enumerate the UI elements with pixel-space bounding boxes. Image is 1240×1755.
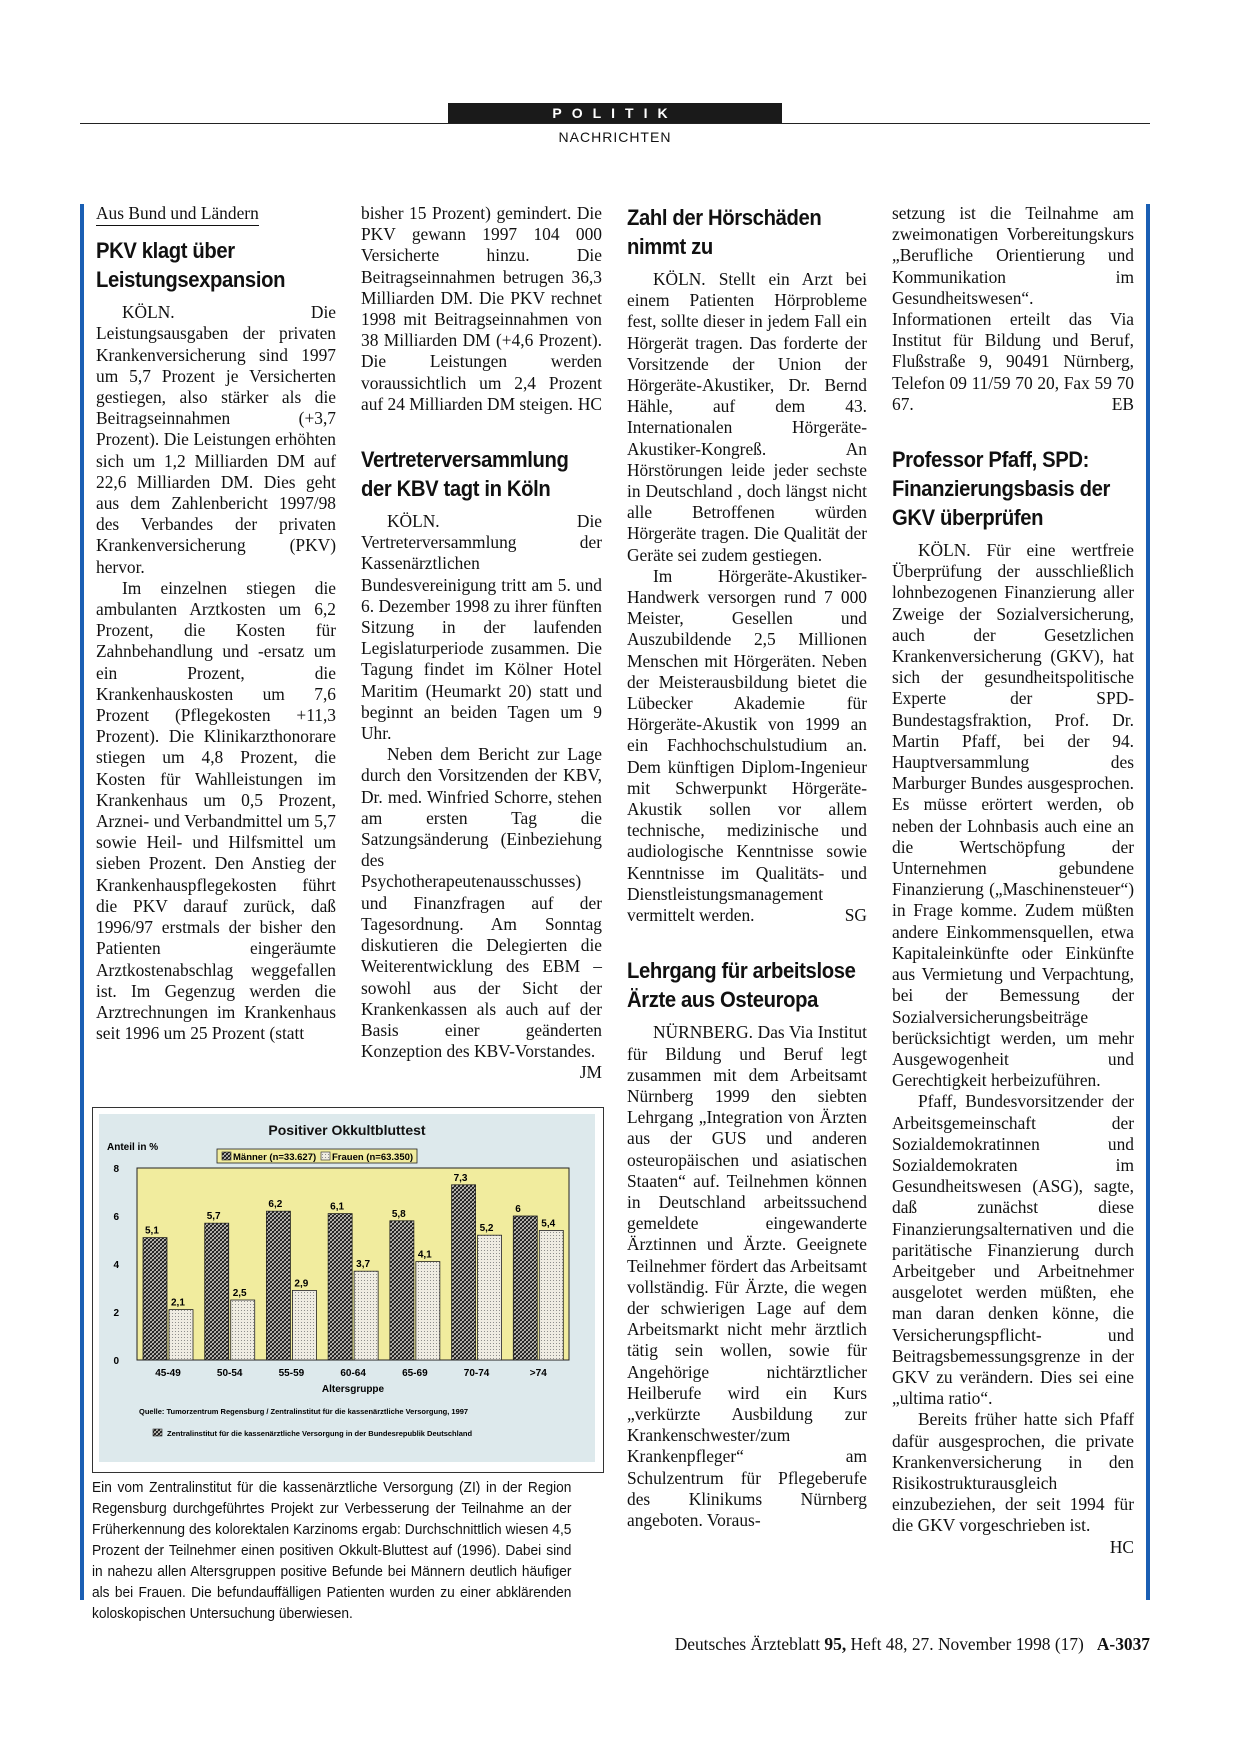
x-tick-label: 65-69 [402,1368,428,1379]
data-label: 5,7 [206,1211,221,1223]
section-label: POLITIK [448,103,782,123]
y-tick-label: 8 [113,1164,119,1175]
y-axis-label: Anteil in % [107,1142,159,1153]
plot-area [137,1168,569,1360]
column-1 [96,203,336,1044]
subsection-label: NACHRICHTEN [558,129,672,145]
figure-caption: Ein vom Zentralinstitut für die kassenärztliche Versorgung (ZI) in der Region Regensburg durchgeführtes Projekt zur Verbesserung der Teilnahme an der Früherkennung des kolorektalen Karzinoms ergab: Durchschnittlich wiesen 4,5 Prozent der Teilnehmer einen positiven Okkult-Bluttest auf (1996). Dabei sind in nahezu allen Altersgruppen positive Befunde bei Männern deutlich häufiger als bei Frauen. Die befundauffälligen Patienten wurden zu einer abklärenden koloskopischen Untersuchung überwiesen. [92,1480,572,1622]
headline-pfaff: Professor Pfaff, SPD: Finanzierungsbasis der GKV überprüfen [892,447,1110,531]
bar-frauen [539,1230,563,1360]
data-label: 2,5 [232,1288,247,1299]
article-paragraph: setzung ist die Teilnahme am zweimonatigen Vorbereitungskurs „Berufliche Orientierung und Kommunikation im Gesundheitswesen“. Informationen erteilt das Via Institut für Bildung und Beruf, Flußstraße 9, 90491 Nürnberg, Telefon 09 11/59 70 20, Fax 59 70 67. EB [892,203,1134,414]
x-tick-label: 70-74 [463,1368,490,1379]
column-2 [361,203,602,1084]
bar-frauen [354,1271,378,1360]
article-paragraph: Neben dem Bericht zur Lage durch den Vorsitzenden der KBV, Dr. med. Winfried Schorre, stehen am ersten Tag die Satzungsänderung (Einbeziehung des Psychotherapeutenausschusses) und Finanzfragen auf der Tagesordnung. Am Sonntag diskutieren die Delegierten die Weiterentwicklung des EBM – sowohl aus der Sicht der Krankenkassen als auch auf der Basis einer geänderten Konzeption des KBV-Vorstandes. JM [361,744,602,1083]
y-tick-label: 6 [113,1212,119,1223]
data-label: 6,1 [330,1201,345,1213]
author-signature: HC [1109,1536,1134,1557]
issue-info: Heft 48, 27. November 1998 (17) [850,1634,1084,1654]
header-rule [80,123,1150,124]
credit-logo-icon [153,1429,162,1436]
data-label: 5,8 [391,1208,406,1220]
article-paragraph: KÖLN. Für eine wertfreie Überprüfung der ausschließlich lohnbezogenen Finanzierung aller Zweige der Sozialversicherung, auch der Gesetzlichen Krankenversicherung (GKV), hat sich der gesundheitspolitische Experte der SPD-Bundestagsfraktion, Prof. Dr. Martin Pfaff, bei der 94. Hauptversammlung des Marburger Bundes ausgesprochen. Es müsse erörtert werden, ob neben der Lohnbasis auch eine an die Wertschöpfung der Unternehmen gebundene Finanzierung („Maschinensteuer“) in Frage komme. Zudem müßten andere Einkommensquellen, etwa Kapitaleinkünfte oder Einkünfte aus Vermietung und Verpachtung, bei der Bemessung der Sozialversicherungsbeiträge berücksichtigt werden, um mehr Ausgewogenheit und Gerechtigkeit herbeizuführen. [892,540,1134,1091]
x-tick-label: 60-64 [340,1368,366,1379]
y-tick-label: 2 [113,1308,119,1319]
headline-lehrgang: Lehrgang für arbeitslose Ärzte aus Osteuropa [627,958,856,1013]
journal-volume: 95, [824,1634,847,1654]
x-tick-label: 50-54 [216,1368,243,1379]
article-paragraph: KÖLN. Stellt ein Arzt bei einem Patienten Hörprobleme fest, sollte dieser in jedem Fall ein Hörgerät tragen. Das forderte der Vorsitzende der Union der Hörgeräte-Akustiker, Dr. Bernd Hähle, auf dem 43. Internationalen Hörgeräte-Akustiker-Kongreß. An Hörstörungen leide jeder sechste in Deutschland , doch längst nicht alle Betroffenen würden Hörgeräte tragen. Die Qualität der Geräte sei zudem gestiegen. [627,269,867,565]
data-label: 4,1 [417,1249,432,1261]
x-tick-label: >74 [529,1368,547,1379]
right-accent-bar [1146,204,1150,1600]
data-label: 2,1 [171,1297,185,1309]
author-signature: JM [579,1062,602,1083]
chart-title: Positiver Okkultbluttest [268,1122,426,1138]
article-paragraph: bisher 15 Prozent) gemindert. Die PKV gewann 1997 104 000 Versicherte hinzu. Die Beitragseinnahmen betrugen 36,3 Milliarden DM. Die PKV rechnet 1998 mit Beitragseinnahmen von 38 Milliarden DM (+4,6 Prozent). Die Leistungen werden voraussichtlich um 2,4 Prozent auf 24 Milliarden DM steigen. HC [361,203,602,414]
rubric: Aus Bund und Ländern [96,203,259,226]
legend-swatch-frauen [321,1152,330,1160]
page-number: A-3037 [1096,1634,1150,1654]
article-paragraph: Bereits früher hatte sich Pfaff dafür ausgesprochen, die private Krankenversicherung in den Risikostrukturausgleich einzubeziehen, der seit 1994 für die GKV vorgeschrieben ist. HC [892,1409,1134,1557]
bar-maenner [452,1185,476,1360]
article-paragraph: Pfaff, Bundesvorsitzender der Arbeitsgemeinschaft der Sozialdemokratinnen und Sozialdemokraten im Gesundheitswesen (ASG), sagte, daß zunächst diese Finanzierungsalternativen und die paritätische Finanzierung durch Arbeitgeber und Arbeitnehmer ausgelotet werden müßten, ehe man daran denken könne, die Versicherungspflicht- und Beitragsbemessungsgrenze in der GKV zu verändern. Dies sei eine „ultima ratio“. [892,1091,1134,1409]
bar-maenner [266,1211,290,1360]
article-paragraph: NÜRNBERG. Das Via Institut für Bildung und Beruf legt zusammen mit dem Arbeitsamt Nürnberg 1999 den siebten Lehrgang „Integration von Ärzten aus der GUS und anderen osteuropäischen und asiatischen Staaten“ auf. Teilnehmen können in Deutschland arbeitssuchend gemeldete eingewanderte Ärztinnen und Ärzte. Geeignete Teilnehmer fördert das Arbeitsamt vollständig. Für Ärzte, die wegen der schwierigen Lage auf dem Arbeitsmarkt nicht mehr ärztlich tätig sein wollen, sowie für Angehörige nichtärztlicher Heilberufe wird ein Kurs „verkürzte Ausbildung zur Krankenschwester/zum Krankenpfleger“ am Schulzentrum für Pflegeberufe des Klinikums Nürnberg angeboten. Voraus- [627,1022,867,1530]
bar-frauen [231,1300,255,1360]
author-signature: HC [577,393,602,414]
legend-swatch-maenner [222,1152,231,1160]
x-axis-label: Altersgruppe [321,1384,385,1395]
data-label: 5,1 [145,1225,159,1237]
bar-maenner [328,1214,352,1360]
headline-pkv: PKV klagt über Leistungsexpansion [96,238,286,293]
data-label: 6,2 [268,1199,283,1211]
bar-maenner [513,1216,537,1360]
data-label: 7,3 [453,1172,468,1184]
bar-frauen [416,1262,440,1360]
article-paragraph: Im einzelnen stiegen die ambulanten Arztkosten um 6,2 Prozent, die Kosten für Zahnbehandlung und -ersatz um ein Prozent, die Krankenhauskosten um 7,6 Prozent (Pflegekosten +11,3 Prozent). Die Klinikarzthonorare stiegen um 4,8 Prozent, die Kosten für Wahlleistungen im Krankenhaus um 0,5 Prozent, Arznei- und Verbandmittel um 5,7 sowie Heil- und Hilfsmittel um sieben Prozent. Den Anstieg der Krankenhauspflegekosten führt die PKV darauf zurück, daß 1996/97 erstmals der bisher den Patienten eingeräumte Arztkostenabschlag weggefallen ist. Im Gegenzug werden die Arztrechnungen im Krankenhaus seit 1996 um 25 Prozent (statt [96,577,336,1044]
bar-frauen [169,1310,193,1360]
y-tick-label: 4 [113,1260,119,1271]
data-label: 3,7 [356,1259,371,1271]
author-signature: SG [844,905,867,926]
data-label: 2,9 [294,1278,309,1290]
chart-background [99,1114,595,1462]
chart-source: Quelle: Tumorzentrum Regensburg / Zentralinstitut für die kassenärztliche Versorgung, 1997 [139,1407,469,1416]
column-4 [892,203,1134,1558]
bar-frauen [478,1235,502,1360]
bar-chart [99,1114,595,1462]
headline-hoerschaeden: Zahl der Hörschäden nimmt zu [627,205,822,259]
chart-figure [92,1107,604,1473]
chart-credit: Zentralinstitut für die kassenärztliche Versorgung in der Bundesrepublik Deutschland [167,1429,473,1438]
column-3 [627,203,867,1531]
x-tick-label: 55-59 [278,1368,305,1379]
x-tick-label: 45-49 [155,1368,181,1379]
left-accent-bar [80,204,84,1600]
article-paragraph: KÖLN. Die Vertreterversammlung der Kassenärztlichen Bundesvereinigung tritt am 5. und 6. Dezember 1998 zu ihrer fünften Sitzung in der laufenden Legislaturperiode zusammen. Die Tagung findet im Kölner Hotel Maritim (Heumarkt 20) statt und beginnt an beiden Tagen um 9 Uhr. [361,511,602,744]
article-paragraph: Im Hörgeräte-Akustiker-Handwerk versorgen rund 7 000 Meister, Gesellen und Auszubildende 2,5 Millionen Menschen mit Hörgeräten. Neben der Meisterausbildung bietet die Lübecker Akademie für Hörgeräte-Akustik von 1999 an ein Fachhochschulstudium an. Dem künftigen Diplom-Ingenieur mit Schwerpunkt Hörgeräte-Akustik sollen vor allem technische, medizinische und audiologische Kenntnisse sowie Kenntnisse im Qualitäts- und Dienstleistungsmanagement vermittelt werden. SG [627,565,867,926]
data-label: 5,4 [541,1218,556,1230]
author-signature: EB [1111,393,1134,414]
legend-label-frauen: Frauen (n=63.350) [332,1152,414,1163]
bar-maenner [390,1221,414,1360]
article-paragraph: KÖLN. Die Leistungsausgaben der privaten Krankenversicherung sind 1997 um 5,7 Prozent je Versicherten gestiegen, also stärker als die Beitragseinnahmen (+3,7 Prozent). Die Leistungen erhöhten sich um 1,2 Milliarden DM auf 22,6 Milliarden DM. Dies geht aus dem Zahlenbericht 1997/98 des Verbandes der privaten Krankenversicherung (PKV) hervor. [96,302,336,577]
journal-name: Deutsches Ärzteblatt [674,1634,821,1654]
y-tick-label: 0 [113,1356,119,1367]
bar-maenner [143,1238,167,1360]
data-label: 5,2 [479,1223,494,1235]
page-footer [675,1634,1150,1655]
bar-frauen [292,1290,316,1360]
bar-maenner [205,1223,229,1360]
data-label: 6 [515,1204,521,1215]
legend-label-maenner: Männer (n=33.627) [233,1152,317,1163]
headline-kbv: Vertreterversammlung der KBV tagt in Köln [361,447,569,502]
